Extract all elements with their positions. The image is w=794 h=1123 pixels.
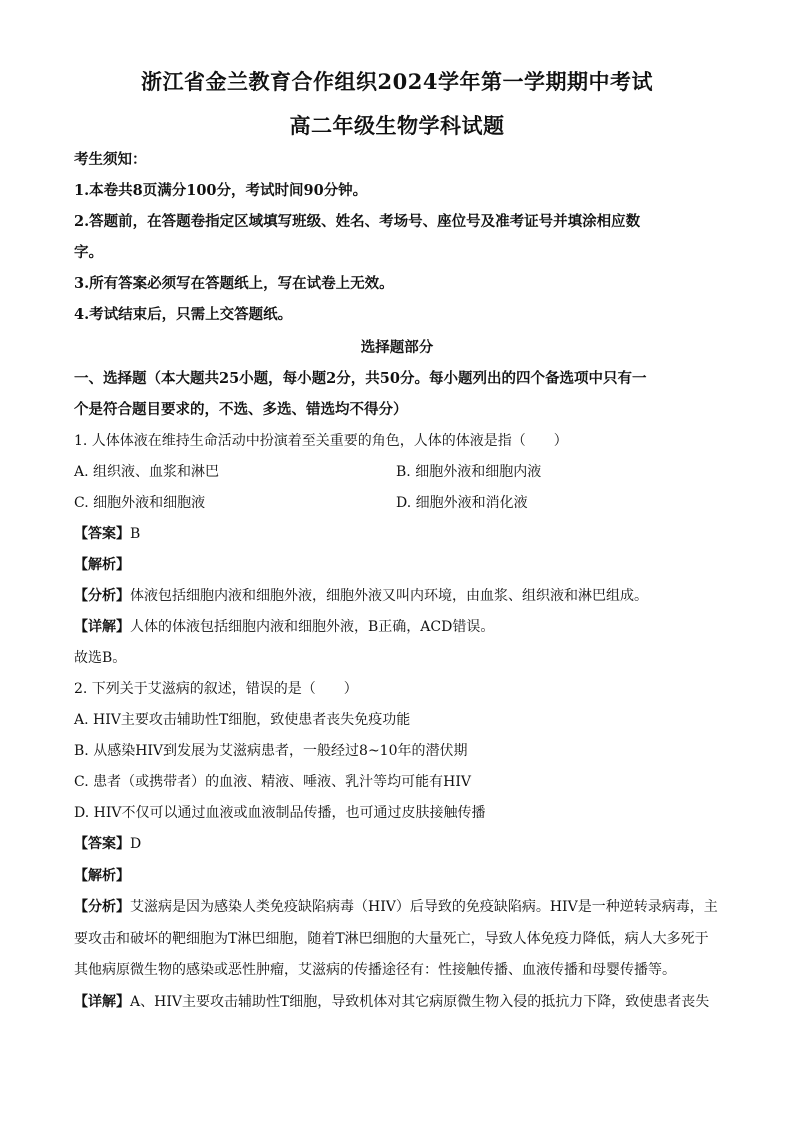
section-intro-1: 一、选择题（本大题共25小题，每小题2分，共50分。每小题列出的四个备选项中只有一 (74, 370, 647, 387)
q2-fenxi-line-1 (74, 897, 724, 917)
notice-item-2-cont: 字。 (74, 244, 103, 261)
q1-option-c: C. 细胞外液和细胞液 (74, 495, 206, 511)
q2-fenxi-line-2: 要攻击和破坏的靶细胞为T淋巴细胞，随着T淋巴细胞的大量死亡，导致人体免疫力降低，病人大多死于 (74, 931, 709, 947)
notice-heading: 考生须知： (74, 151, 147, 168)
answer-tag: 【答案】 (74, 526, 130, 542)
fenxi-text: 艾滋病是因为感染人类免疫缺陷病毒（HIV）后导致的免疫缺陷病。HIV是一种逆转录病毒，主 (130, 899, 718, 915)
fenxi-tag: 【分析】 (74, 899, 130, 915)
q2-xiangjie (74, 992, 724, 1012)
notice-item-2: 2.答题前，在答题卷指定区域填写班级、姓名、考场号、座位号及准考证号并填涂相应数 (74, 213, 641, 230)
notice-item-4: 4.考试结束后，只需上交答题纸。 (74, 306, 293, 323)
exam-subtitle: 高二年级生物学科试题 (289, 113, 505, 138)
q2-option-d: D. HIV不仅可以通过血液或血液制品传播，也可通过皮肤接触传播 (74, 805, 486, 821)
fenxi-tag: 【分析】 (74, 588, 130, 604)
q2-stem: 2. 下列关于艾滋病的叙述，错误的是（ ） (74, 681, 358, 697)
q1-option-d: D. 细胞外液和消化液 (396, 495, 528, 511)
q1-xiangjie (74, 617, 724, 637)
notice-item-3: 3.所有答案必须写在答题纸上，写在试卷上无效。 (74, 275, 394, 292)
q1-option-b: B. 细胞外液和细胞内液 (396, 464, 542, 480)
exam-title: 浙江省金兰教育合作组织2024学年第一学期期中考试 (141, 69, 653, 94)
section-title: 选择题部分 (360, 339, 434, 356)
q1-stem: 1. 人体体液在维持生命活动中扮演着至关重要的角色，人体的体液是指（ ） (74, 433, 568, 449)
xiangjie-tag: 【详解】 (74, 994, 130, 1010)
q2-fenxi-line-3: 其他病原微生物的感染或恶性肿瘤，艾滋病的传播途径有：性接触传播、血液传播和母婴传播等。 (74, 962, 676, 978)
xiangjie-text: A、HIV主要攻击辅助性T细胞，导致机体对其它病原微生物入侵的抵抗力下降，致使患者丧失 (130, 994, 710, 1010)
xiangjie-tag: 【详解】 (74, 619, 130, 635)
q2-option-b: B. 从感染HIV到发展为艾滋病患者，一般经过8~10年的潜伏期 (74, 743, 468, 759)
answer-tag: 【答案】 (74, 836, 130, 852)
q1-conclusion: 故选B。 (74, 650, 127, 666)
q1-analysis-label: 【解析】 (74, 557, 130, 573)
q2-option-c: C. 患者（或携带者）的血液、精液、唾液、乳汁等均可能有HIV (74, 774, 471, 790)
section-intro-2: 个是符合题目要求的，不选、多选、错选均不得分） (74, 401, 408, 418)
answer-value: B (130, 526, 141, 542)
q1-answer (74, 524, 724, 544)
answer-value: D (130, 836, 142, 852)
fenxi-text: 体液包括细胞内液和细胞外液，细胞外液又叫内环境，由血浆、组织液和淋巴组成。 (130, 588, 648, 604)
q2-analysis-label: 【解析】 (74, 868, 130, 884)
q1-fenxi (74, 586, 724, 606)
q1-option-a: A. 组织液、血浆和淋巴 (74, 464, 220, 480)
q2-answer (74, 834, 724, 854)
notice-item-1: 1.本卷共8页满分100分，考试时间90分钟。 (74, 182, 368, 199)
q2-option-a: A. HIV主要攻击辅助性T细胞，致使患者丧失免疫功能 (74, 712, 411, 728)
xiangjie-text: 人体的体液包括细胞内液和细胞外液，B正确，ACD错误。 (130, 619, 495, 635)
